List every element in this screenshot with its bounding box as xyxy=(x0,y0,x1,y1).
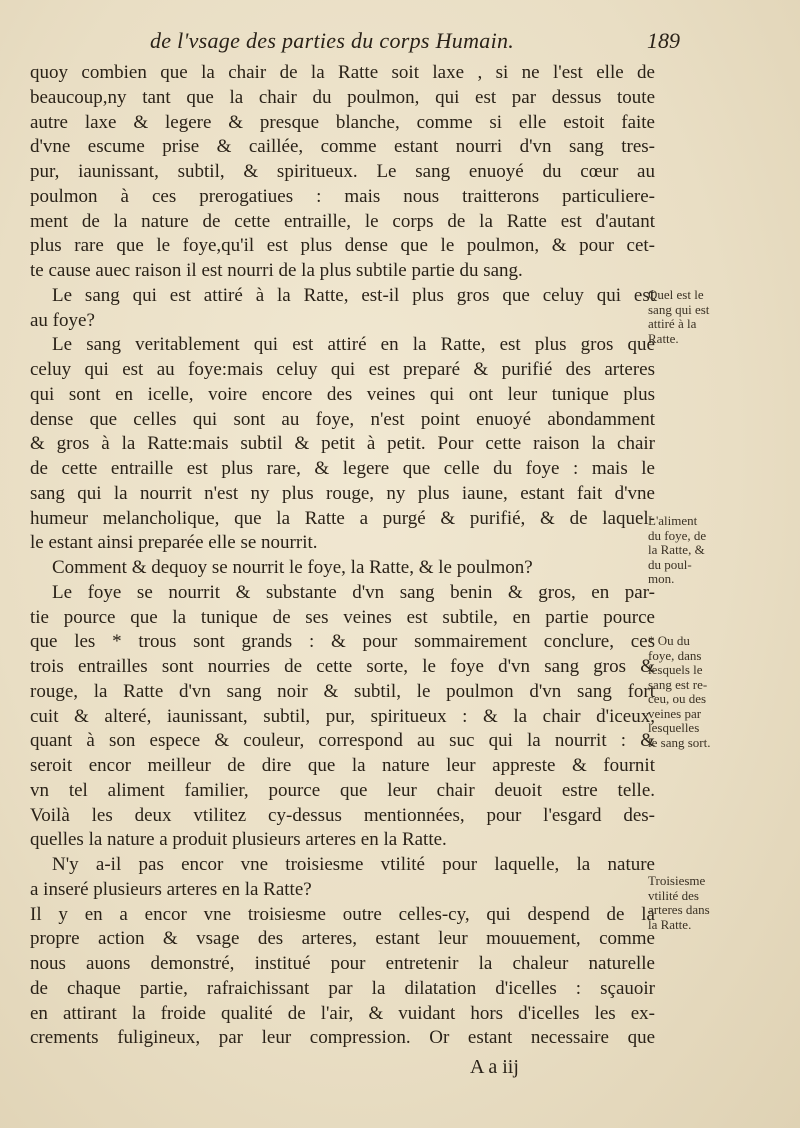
text-line: en attirant la froide qualité de l'air, & vuidant hors d'icelles les ex- xyxy=(30,1002,655,1024)
margin-note-line: ceu, ou des xyxy=(648,691,707,706)
text-line: ment de la nature de cette entraille, le corps de la Ratte est d'autant xyxy=(30,210,655,232)
margin-note-line: mon. xyxy=(648,571,675,586)
margin-note-line: du foye, de xyxy=(648,527,707,543)
margin-note-line: arteres dans xyxy=(648,902,710,917)
text-line: rouge, la Ratte d'vn sang noir & subtil, le poulmon d'vn sang fort xyxy=(30,680,655,702)
margin-note-line: lesquelles xyxy=(648,720,700,735)
text-line: d'vne escume prise & caillée, comme estant nourri d'vn sang tres- xyxy=(30,136,655,158)
text-line: te cause auec raison il est nourri de la plus subtile partie du sang. xyxy=(30,260,523,281)
text-line: Le sang veritablement qui est attiré en la Ratte, est plus gros que xyxy=(52,334,655,356)
text-line: tie pource que la tunique de ses veines est subtile, en partie pource xyxy=(30,606,655,628)
margin-note-line: la Ratte. xyxy=(648,916,692,932)
text-line: vn tel aliment familier, pource que leur chair deuoit estre telle. xyxy=(30,779,655,801)
body-text xyxy=(30,61,655,1051)
margin-note-line: Ratte. xyxy=(648,330,679,346)
running-title: de l'vsage des parties du corps Humain. xyxy=(150,28,515,53)
text-line: quoy combien que la chair de la Ratte soit laxe , si ne l'est elle de xyxy=(30,62,655,83)
text-line: Voilà les deux vtilitez cy-dessus mentionnées, pour l'esgard des- xyxy=(30,804,655,826)
margin-note-line: sang qui est xyxy=(648,301,710,317)
text-line: de chaque partie, rafraichissant par la dilatation d'icelles : sçauoir xyxy=(30,977,655,999)
margin-note-nourishment xyxy=(648,514,743,587)
text-line: plus rare que le foye,qu'il est plus dense que le poulmon, & pour cet- xyxy=(30,235,655,257)
text-line: de cette entraille est plus rare, & legere que celle du foye : mais le xyxy=(30,458,655,479)
signature-mark: A a iij xyxy=(470,1056,519,1078)
margin-note-blood-spleen xyxy=(648,288,743,346)
margin-note-line: attiré à la xyxy=(648,316,697,331)
margin-note-line: Quel est le xyxy=(648,287,704,302)
text-line: celuy qui est au foye:mais celuy qui est preparé & purifié des arteres xyxy=(30,359,655,380)
text-line: sang qui la nourrit n'est ny plus rouge, ny plus iaune, estant fait d'vne xyxy=(30,482,655,504)
margin-note-line: veines par xyxy=(648,705,702,721)
question-line: N'y a-il pas encor vne troisiesme vtilité pour laquelle, la nature xyxy=(52,854,655,875)
text-line: pur, iaunissant, subtil, & spiritueux. Le sang enuoyé du cœur au xyxy=(30,161,655,182)
text-line: beaucoup,ny tant que la chair du poulmon, qui est par dessus toute xyxy=(30,86,655,108)
text-line: dense que celles qui sont au foye, n'est point enuoyé abondamment xyxy=(30,408,655,430)
margin-note-line: sang est re- xyxy=(648,676,708,692)
page-number: 189 xyxy=(647,28,680,53)
text-line: seroit encor meilleur de dire que la nature leur appreste & fournit xyxy=(30,755,655,776)
text-line: trois entrailles sont nourries de cette sorte, le foye d'vn sang gros & xyxy=(30,656,655,677)
text-line: & gros à la Ratte:mais subtil & petit à petit. Pour cette raison la chair xyxy=(30,433,655,455)
text-line: que les * trous sont grands : & pour sommairement conclure, ces xyxy=(30,631,655,653)
text-line: le estant ainsi preparée elle se nourrit. xyxy=(30,532,318,554)
margin-note-line: vtilité des xyxy=(648,887,699,903)
margin-note-line: la Ratte, & xyxy=(648,542,705,557)
text-line: quant à son espece & couleur, correspond au suc qui la nourrit : & xyxy=(30,730,655,752)
margin-note-line: foye, dans xyxy=(648,647,702,663)
margin-note-line: du poul- xyxy=(648,556,692,572)
text-line: autre laxe & legere & presque blanche, comme si elle estoit faite xyxy=(30,111,655,133)
margin-note-third-utility xyxy=(648,874,743,932)
text-line: quelles la nature a produit plusieurs arteres en la Ratte. xyxy=(30,829,447,851)
page-header xyxy=(30,28,680,58)
question-line: au foye? xyxy=(30,309,95,331)
text-line: cuit & alteré, iaunissant, subtil, pur, spiritueux : & la chair d'iceux, xyxy=(30,705,655,727)
question-line: Comment & dequoy se nourrit le foye, la Ratte, & le poulmon? xyxy=(52,557,533,578)
text-line: nous auons demonstré, institué pour entretenir la chaleur naturelle xyxy=(30,953,655,974)
question-line: Le sang qui est attiré à la Ratte, est-il plus gros que celuy qui est xyxy=(52,284,655,306)
text-line: poulmon à ces prerogatiues : mais nous traitterons particuliere- xyxy=(30,185,655,207)
text-line: propre action & vsage des arteres, estant leur mouuement, comme xyxy=(30,928,655,950)
margin-note-line: * Ou du xyxy=(648,633,690,648)
text-line: Le foye se nourrit & substante d'vn sang benin & gros, en par- xyxy=(52,581,655,603)
margin-note-footnote xyxy=(648,634,743,750)
text-line: humeur melancholique, que la Ratte a purgé & purifié, & de laquel- xyxy=(30,507,655,529)
text-line: crements fuligineux, par leur compression. Or estant necessaire que xyxy=(30,1027,655,1049)
margin-note-line: L'aliment xyxy=(648,513,698,528)
text-line: qui sont en icelle, voire encore des veines qui ont leur tunique plus xyxy=(30,383,655,405)
question-line: a inseré plusieurs arteres en la Ratte? xyxy=(30,878,312,900)
margin-note-line: le sang sort. xyxy=(648,734,711,750)
text-line: Il y en a encor vne troisiesme outre celles-cy, qui despend de la xyxy=(30,903,655,925)
margin-note-line: Troisiesme xyxy=(648,873,706,888)
margin-note-line: lesquels le xyxy=(648,662,703,677)
